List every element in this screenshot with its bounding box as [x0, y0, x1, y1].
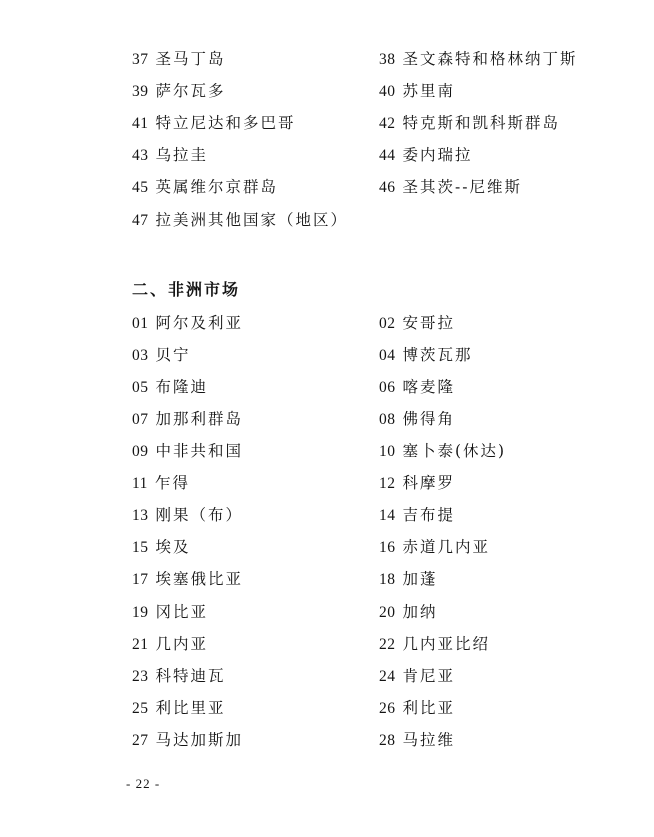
list-row [0, 501, 654, 529]
item-number: 43 [132, 147, 149, 164]
item-name: 乌拉圭 [155, 146, 209, 164]
item-name: 博茨瓦那 [402, 346, 473, 364]
list-item [132, 45, 226, 73]
item-number: 27 [132, 732, 149, 749]
item-number: 04 [379, 347, 396, 364]
list-row [0, 662, 654, 690]
list-item [132, 405, 243, 433]
list-item [132, 630, 208, 658]
item-number: 01 [132, 315, 149, 332]
item-name: 加那利群岛 [155, 410, 244, 428]
list-item [379, 109, 560, 137]
list-item [379, 726, 455, 754]
list-item [132, 109, 296, 137]
list-item [132, 437, 243, 465]
item-name: 加纳 [402, 603, 438, 621]
item-number: 10 [379, 443, 396, 460]
list-item [379, 469, 455, 497]
item-number: 37 [132, 51, 149, 68]
item-number: 40 [379, 83, 396, 100]
item-number: 09 [132, 443, 149, 460]
list-item [379, 501, 455, 529]
item-name: 科摩罗 [402, 474, 456, 492]
list-item [132, 598, 208, 626]
item-name: 圣文森特和格林纳丁斯 [402, 50, 578, 68]
list-row [0, 173, 654, 201]
list-row [0, 437, 654, 465]
list-item [379, 77, 455, 105]
item-number: 03 [132, 347, 149, 364]
item-name: 圣马丁岛 [155, 50, 226, 68]
list-row [0, 726, 654, 754]
list-item [379, 662, 455, 690]
item-number: 17 [132, 571, 149, 588]
item-number: 44 [379, 147, 396, 164]
item-name: 肯尼亚 [402, 667, 456, 685]
section-heading-africa: 二、非洲市场 [132, 280, 241, 299]
list-row [0, 109, 654, 137]
item-number: 39 [132, 83, 149, 100]
item-name: 吉布提 [402, 506, 456, 524]
list-row [0, 309, 654, 337]
item-name: 特克斯和凯科斯群岛 [402, 114, 561, 132]
item-number: 26 [379, 700, 396, 717]
list-item [379, 173, 522, 201]
item-number: 45 [132, 179, 149, 196]
list-item [379, 405, 455, 433]
list-item [379, 565, 438, 593]
item-number: 23 [132, 668, 149, 685]
list-item [132, 341, 191, 369]
item-name: 贝宁 [155, 346, 191, 364]
list-item [132, 662, 226, 690]
list-row [0, 565, 654, 593]
item-number: 38 [379, 51, 396, 68]
list-item [132, 533, 191, 561]
item-name: 佛得角 [402, 410, 456, 428]
item-name: 加蓬 [402, 570, 438, 588]
list-item [132, 173, 278, 201]
list-row [0, 533, 654, 561]
item-name: 阿尔及利亚 [155, 314, 244, 332]
item-number: 25 [132, 700, 149, 717]
list-row [0, 206, 654, 234]
item-name: 拉美洲其他国家（地区） [155, 211, 349, 229]
item-number: 47 [132, 212, 149, 229]
item-name: 特立尼达和多巴哥 [155, 114, 296, 132]
item-number: 14 [379, 507, 396, 524]
list-item [132, 726, 243, 754]
item-name: 马拉维 [402, 731, 456, 749]
item-number: 18 [379, 571, 396, 588]
item-number: 08 [379, 411, 396, 428]
list-row [0, 373, 654, 401]
item-number: 11 [132, 475, 148, 492]
item-number: 28 [379, 732, 396, 749]
item-number: 05 [132, 379, 149, 396]
item-name: 乍得 [154, 474, 190, 492]
item-number: 42 [379, 115, 396, 132]
list-item [379, 373, 455, 401]
item-name: 萨尔瓦多 [155, 82, 226, 100]
item-number: 06 [379, 379, 396, 396]
item-number: 13 [132, 507, 149, 524]
item-number: 07 [132, 411, 149, 428]
item-number: 15 [132, 539, 149, 556]
item-name: 刚果（布） [155, 506, 244, 524]
list-item [379, 341, 473, 369]
list-row [0, 45, 654, 73]
item-name: 赤道几内亚 [402, 538, 491, 556]
item-number: 21 [132, 636, 149, 653]
item-name: 埃塞俄比亚 [155, 570, 244, 588]
list-row [0, 341, 654, 369]
page-number: - 22 - [126, 776, 161, 791]
list-item [132, 206, 348, 234]
list-item [379, 45, 578, 73]
list-row [0, 630, 654, 658]
item-name: 利比亚 [402, 699, 456, 717]
list-item [379, 533, 490, 561]
item-name: 几内亚 [155, 635, 209, 653]
list-row [0, 598, 654, 626]
item-number: 12 [379, 475, 396, 492]
item-name: 塞卜泰(休达) [402, 442, 507, 460]
list-item [132, 373, 208, 401]
item-name: 英属维尔京群岛 [155, 178, 279, 196]
item-name: 圣其茨--尼维斯 [402, 178, 522, 196]
item-name: 喀麦隆 [402, 378, 456, 396]
list-row [0, 141, 654, 169]
item-number: 02 [379, 315, 396, 332]
list-item [379, 309, 455, 337]
list-row [0, 77, 654, 105]
item-name: 苏里南 [402, 82, 456, 100]
item-number: 22 [379, 636, 396, 653]
list-item [132, 77, 226, 105]
list-row [0, 694, 654, 722]
item-number: 16 [379, 539, 396, 556]
item-name: 安哥拉 [402, 314, 456, 332]
item-name: 利比里亚 [155, 699, 226, 717]
item-number: 20 [379, 604, 396, 621]
item-number: 24 [379, 668, 396, 685]
item-number: 19 [132, 604, 149, 621]
list-item [132, 469, 190, 497]
item-name: 科特迪瓦 [155, 667, 226, 685]
list-item [379, 694, 455, 722]
list-item [379, 141, 473, 169]
list-item [132, 565, 243, 593]
item-name: 布隆迪 [155, 378, 209, 396]
item-name: 中非共和国 [155, 442, 244, 460]
item-name: 冈比亚 [155, 603, 209, 621]
list-item [379, 598, 438, 626]
list-item [379, 437, 506, 465]
list-item [132, 309, 243, 337]
list-row [0, 405, 654, 433]
item-name: 委内瑞拉 [402, 146, 473, 164]
list-item [379, 630, 490, 658]
item-number: 46 [379, 179, 396, 196]
item-name: 埃及 [155, 538, 191, 556]
list-item [132, 501, 243, 529]
list-row [0, 469, 654, 497]
list-item [132, 694, 226, 722]
item-number: 41 [132, 115, 149, 132]
item-name: 马达加斯加 [155, 731, 244, 749]
item-name: 几内亚比绍 [402, 635, 491, 653]
list-item [132, 141, 208, 169]
